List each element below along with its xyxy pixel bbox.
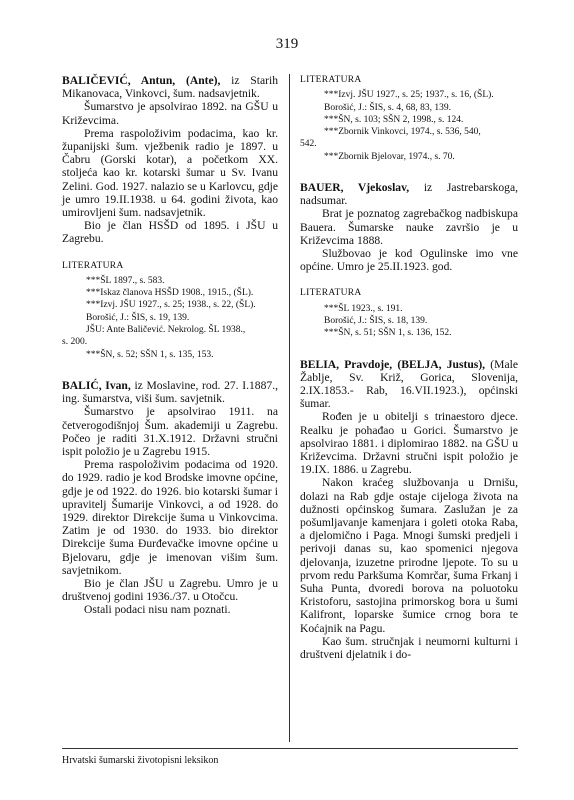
literature-item: ***Zbornik Vinkovci, 1974., s. 536, 540, — [324, 127, 481, 138]
literature-item: ***Zbornik Bjelovar, 1974., s. 70. — [324, 151, 455, 162]
paragraph: Šumarstvo je apsolvirao 1892. na GŠU u Križevcima. — [62, 100, 278, 127]
entry-name: BAUER, Vjekoslav, — [300, 180, 410, 194]
entry-origin: iz Starih Mikanovaca, Vinkovci, šum. nadsavjetnik. — [62, 74, 278, 101]
entry-name: BALIČEVIĆ, Antun, (Ante), — [62, 74, 221, 87]
entry-name: BALIĆ, Ivan, — [62, 378, 131, 392]
literature-item: ***Izvj. JŠU 1927., s. 25; 1938., s. 22, (ŠL). — [86, 300, 256, 311]
paragraph: Službovao je kod Ogulinske imo vne općine. Umro je 25.II.1923. god. — [300, 247, 518, 274]
paragraph: Brat je poznatog zagrebačkog nadbiskupa Bauera. Šumarske nauke završio je u Križevcima 1888. — [300, 207, 518, 247]
page-number: 319 — [275, 36, 299, 52]
literature-item: Borošić, J.: ŠIS, s. 4, 68, 83, 139. — [324, 102, 451, 113]
entry-balic — [62, 379, 278, 617]
literature-item: ***ŠN, s. 52; SŠN 1, s. 135, 153. — [86, 349, 214, 360]
spacer — [300, 340, 518, 358]
literature-item: Borošić, J.: ŠIS, s. 19, 139. — [86, 312, 190, 323]
right-column — [300, 74, 518, 661]
literature-item: Borošić, J.: ŠIS, s. 18, 139. — [324, 315, 428, 326]
literature-item: JŠU: Ante Baličević. Nekrolog. ŠL 1938., — [86, 325, 246, 336]
spacer — [62, 361, 278, 379]
paragraph: Rođen je u obitelji s trinaestoro djece. Realku je pohađao u Gorici. Šumarstvo je apsolvirao 1881. i diplomirao 1882. na GŠU u Križevcima. Državni stručni ispit položio je 19.IX. 1886. u Zagrebu. — [300, 410, 518, 477]
literature-item: ***ŠN, s. 103; SŠN 2, 1998., s. 124. — [324, 114, 464, 125]
literature-item: ***ŠN, s. 51; SŠN 1, s. 136, 152. — [324, 328, 452, 339]
left-column — [62, 74, 278, 617]
spacer — [300, 163, 518, 181]
paragraph: Prema raspoloživim podacima, kao kr. županijski šum. vježbenik radio je 1897. u Čabru (Gorski kotar), a početkom XX. stoljeća kao kr. kotarski šumar u Sv. Ivanu Zelini. God. 1927. nalazio se u Karlovcu, gdje je umro 19.II.1938. u 64. godini života, kao umirovljeni šum. nadsavjetnik. — [62, 126, 278, 220]
entry-heading — [62, 379, 278, 405]
entry-name: BELIA, Pravdoje, (BELJA, Justus), — [300, 357, 486, 371]
literature-heading: LITERATURA — [300, 75, 362, 85]
literature-heading: LITERATURA — [300, 288, 362, 299]
footer-divider — [62, 748, 518, 749]
column-divider — [289, 74, 290, 742]
entry-heading — [300, 358, 518, 411]
paragraph: Kao šum. stručnjak i neumorni kulturni i društveni djelatnik i do- — [300, 634, 518, 661]
entry-heading — [300, 181, 518, 207]
literature-item: ***ŠL 1923., s. 191. — [324, 303, 403, 314]
paragraph: Bio je član JŠU u Zagrebu. Umro je u društvenoj godini 1936./37. u Otočcu. — [62, 576, 278, 604]
entry-origin: iz Moslavine, rod. 27. I.1887., ing. šumarstva, viši šum. savjetnik. — [62, 378, 278, 406]
entry-heading — [62, 74, 278, 100]
entry-origin: iz Jastrebarskoga, nadsumar. — [300, 180, 518, 208]
paragraph: Nakon kraćeg službovanja u Drnišu, dolazi na Rab gdje ostaje cijeloga života na dužnosti općinskog šumara. Zaslužan je za pošumljavanje kamenjara i goleti otoka Raba, a djelomično i Paga. Mnogi šumski predjeli i perivoji danas su, kao spomenici njegova djelovanja, izuzetne prirodne ljepote. To su u prvom redu Parkšuma Komrčar, šuma Frkanj i Suha Punta, dvoredi borova na poluotoku Kristoforu, sastojina primorskog bora u šumi Kalifront, loparske šumice crnog bora te Koćajnik na Pagu. — [300, 476, 518, 635]
entry-origin: (Male Žablje, Sv. Križ, Gorica, Slovenija, 2.IX.1853.- Rab, 16.VII.1923.), općinski šumar. — [300, 357, 518, 411]
literature-heading: LITERATURA — [62, 260, 124, 271]
literature-item-continued: 542. — [300, 139, 317, 150]
literature-item: ***Iskaz članova HSŠD 1908., 1915., (ŠL). — [86, 288, 254, 299]
entry-balicevic — [62, 74, 278, 246]
literature-item: ***ŠL 1897., s. 583. — [86, 275, 165, 286]
entry-belia — [300, 358, 518, 662]
paragraph: Ostali podaci nisu nam poznati. — [84, 603, 231, 617]
literature-item-continued: s. 200. — [62, 337, 88, 348]
paragraph: Šumarstvo je apsolvirao 1911. na četverogodišnjoj Šum. akademiji u Zagrebu. Počeo je raditi 31.X.1912. Državni stručni ispit položio je u Zagrebu 1915. — [62, 405, 278, 458]
paragraph: Prema raspoloživim podacima od 1920. do 1929. radio je kod Brodske imovne općine, gdje je od 1922. do 1926. bio kotarski šumar i upravitelj Šumarije Vinkovci, a od 1928. do 1929. direktor Direkcije šuma u Vinkovcima. Zatim je od 1930. do 1933. bio direktor Direkcije šuma Đurđevačke imovne općine u Bjelovaru, gdje je imenovan višim šum. savjetnikom. — [62, 458, 278, 577]
literature-item: ***Izvj. JŠU 1927., s. 25; 1937., s. 16, (ŠL). — [324, 90, 494, 101]
paragraph: Bio je član HSŠD od 1895. i JŠU u Zagrebu. — [62, 219, 278, 246]
footer-title: Hrvatski šumarski životopisni leksikon — [62, 755, 219, 766]
entry-bauer — [300, 181, 518, 273]
